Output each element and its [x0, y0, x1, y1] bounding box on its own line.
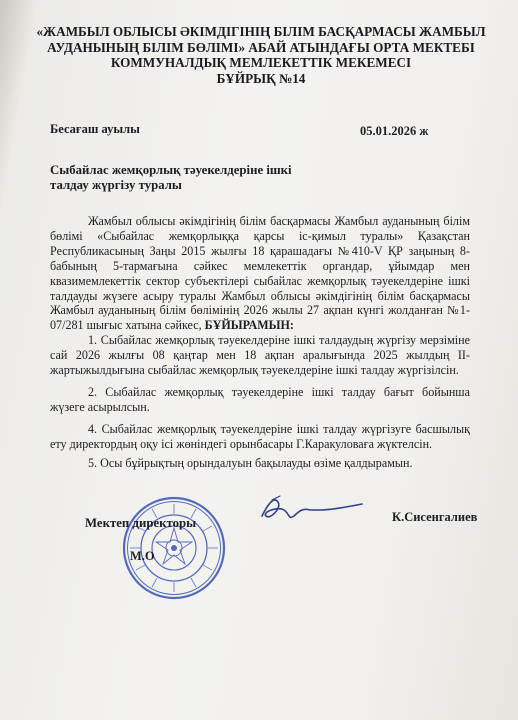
order-item-4: 4. Сыбайлас жемқорлық тәуекелдеріне ішкі талдау жүргізуге басшылық ету директордың оқу ісі жөніндегі орынбасары Г.Каракуловаға жүктелсін.	[50, 421, 470, 451]
order-subject	[50, 163, 350, 193]
order-word: БҰЙЫРАМЫН:	[204, 318, 294, 333]
order-body	[50, 214, 470, 471]
director-position: Мектеп директоры	[85, 516, 197, 530]
place-name: Бесағаш ауылы	[50, 122, 140, 136]
header-line-3: КОММУНАЛДЫҚ МЕМЛЕКЕТТІК МЕКЕМЕСІ	[110, 55, 412, 70]
director-name: К.Сисенгалиев	[392, 510, 478, 524]
order-item-2: 2. Сыбайлас жемқорлық тәуекелдеріне ішкі талдау бағыт бойынша жүзеге асырылсын.	[50, 384, 470, 414]
order-item-5: 5. Осы бұйрықтың орындалуын бақылауды өзіме қалдырамын.	[88, 455, 413, 470]
preamble-text: Жамбыл облысы әкімдігінің білім басқармасы Жамбыл ауданының білім бөлімі «Сыбайлас жемқорлыққа қарсы іс-қимыл туралы» Қазақстан Республикасының Заңы 2015 жылғы 18 қарашадағы №410-V ҚР заңының 8-бабының 5-тармағына сәйкес мемлекеттік органдар, ұйымдар мен квазимемлекеттік сектор субъектілері сыбайлас жемқорлық тәуекелдеріне ішкі талдауды жүзеге асыру туралы Жамбыл облысы әкімдігінің білім басқармасы Жамбыл ауданының білім бөлімінің 2026 жылы 27 ақпан күнгі жолданған №1-07/281 шығыс хатына сәйкес,	[50, 214, 470, 333]
official-seal-stamp	[122, 496, 226, 600]
director-signature	[258, 486, 368, 530]
document-header	[30, 24, 492, 86]
preamble-paragraph	[50, 214, 470, 333]
seal-place-mark: М.О	[130, 549, 155, 563]
order-number: БҰЙРЫҚ №14	[216, 70, 306, 86]
order-item-1: 1. Сыбайлас жемқорлық тәуекелдеріне ішкі талдаудың жүргізу мерзіміне сай 2026 жылғы 08 қаңтар мен 18 ақпан аралығында 2025 жылдың ІІ-жартыжылдығына сыбайлас жемқорлық тәуекелдеріне ішкі талдау жүргізілсін.	[50, 333, 470, 378]
header-line-2: АУДАНЫНЫҢ БІЛІМ БӨЛІМІ» АБАЙ АТЫНДАҒЫ ОРТА МЕКТЕБІ	[47, 39, 475, 55]
header-line-1: «ЖАМБЫЛ ОБЛЫСЫ ӘКІМДІГІНІҢ БІЛІМ БАСҚАРМАСЫ ЖАМБЫЛ	[36, 24, 486, 39]
subject-line-2: талдау жүргізу туралы	[50, 178, 182, 192]
order-date: 05.01.2026 ж	[360, 124, 429, 138]
subject-line-1: Сыбайлас жемқорлық тәуекелдеріне ішкі	[50, 163, 292, 177]
